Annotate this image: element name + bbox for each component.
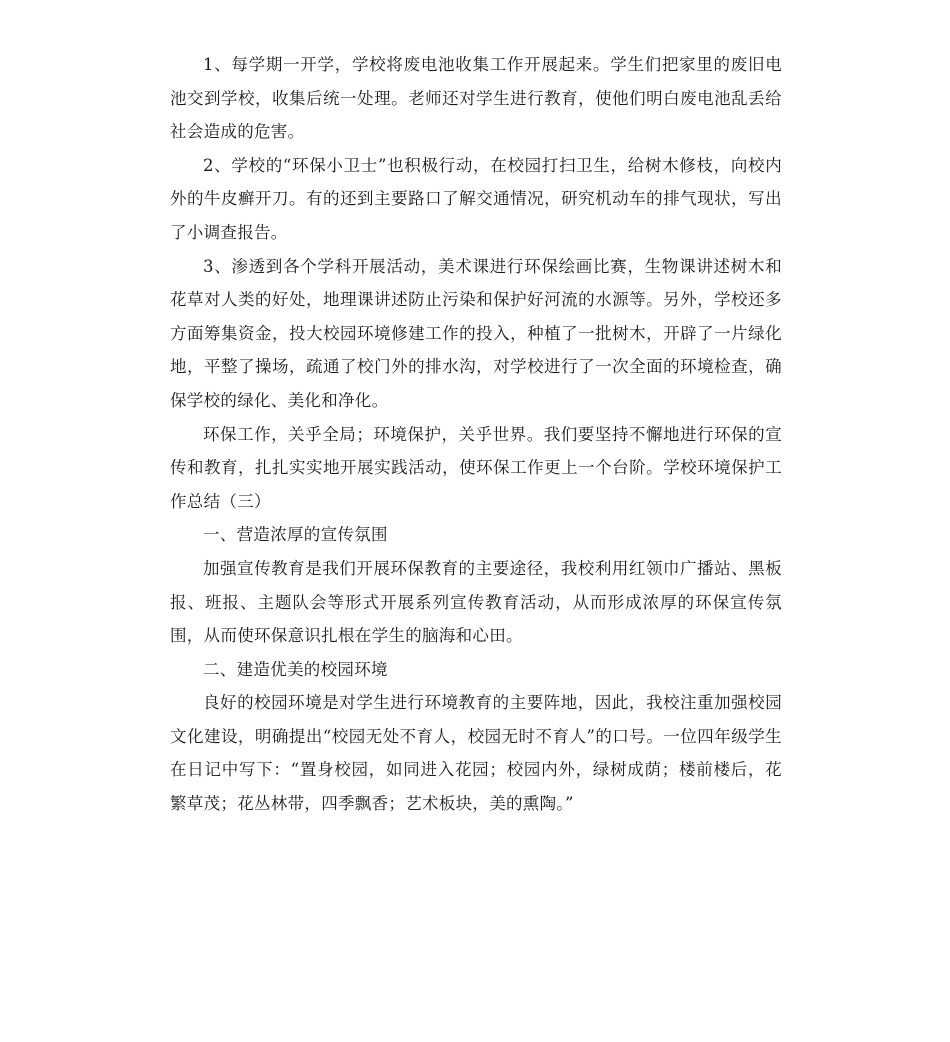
paragraph-publicity: 加强宣传教育是我们开展环保教育的主要途径，我校利用红领巾广播站、黑板报、班报、主题队会等形式开展系列宣传教育活动，从而形成浓厚的环保宣传氛围，从而使环保意识扎根在学生的脑海和心田。 (170, 558, 782, 646)
section-heading-campus-environment: 二、建造优美的校园环境 (203, 659, 388, 679)
paragraph-summary: 环保工作，关乎全局；环境保护，关乎世界。我们要坚持不懈地进行环保的宣传和教育，扎扎实实地开展实践活动，使环保工作更上一个台阶。学校环境保护工作总结（三） (170, 424, 782, 511)
paragraph-campus-environment: 良好的校园环境是对学生进行环境教育的主要阵地，因此，我校注重加强校园文化建设，明确提出“校园无处不育人，校园无时不育人”的口号。一位四年级学生在日记中写下：“置身校园，如同进入花园；校园内外，绿树成荫；楼前楼后，花繁草茂；花丛林带，四季飘香；艺术板块，美的熏陶。” (170, 693, 782, 814)
document-body (170, 48, 782, 821)
section-heading-publicity: 一、营造浓厚的宣传氛围 (203, 525, 388, 545)
paragraph-battery-collection: 1、每学期一开学，学校将废电池收集工作开展起来。学生们把家里的废旧电池交到学校，收集后统一处理。老师还对学生进行教育，使他们明白废电池乱丢给社会造成的危害。 (170, 55, 782, 142)
paragraph-environment-guards: 2、学校的“环保小卫士”也积极行动，在校园打扫卫生，给树木修枝，向校内外的牛皮癣开刀。有的还到主要路口了解交通情况，研究机动车的排气现状，写出了小调查报告。 (170, 155, 782, 242)
paragraph-subject-activities: 3、渗透到各个学科开展活动，美术课进行环保绘画比赛，生物课讲述树木和花草对人类的好处，地理课讲述防止污染和保护好河流的水源等。另外，学校还多方面筹集资金，投大校园环境修建工作的投入，种植了一批树木，开辟了一片绿化地，平整了操场，疏通了校门外的排水沟，对学校进行了一次全面的环境检查，确保学校的绿化、美化和净化。 (170, 256, 782, 410)
